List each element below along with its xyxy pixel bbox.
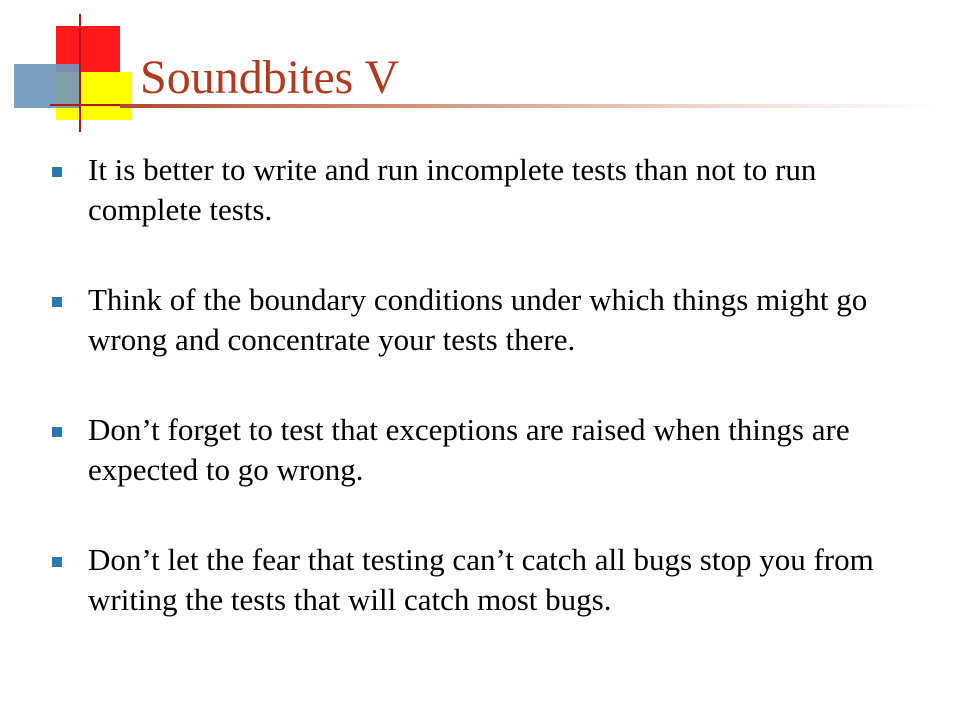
logo-vertical-line xyxy=(79,14,81,132)
bullet-text: Don’t let the fear that testing can’t catch all bugs stop you from writing the tests that will catch most bugs. xyxy=(88,542,874,617)
square-bullet-icon xyxy=(52,557,62,567)
square-bullet-icon xyxy=(52,427,62,437)
bullet-item xyxy=(52,410,902,490)
bullet-item xyxy=(52,150,902,230)
square-bullet-icon xyxy=(52,297,62,307)
bullet-text: Think of the boundary conditions under which things might go wrong and concentrate your tests there. xyxy=(88,282,868,357)
bullet-list xyxy=(52,150,902,670)
bullet-text: It is better to write and run incomplete tests than not to run complete tests. xyxy=(88,152,817,227)
logo-overlap-square xyxy=(56,72,80,108)
bullet-item xyxy=(52,280,902,360)
slide-title: Soundbites V xyxy=(140,51,400,104)
bullet-text: Don’t forget to test that exceptions are raised when things are expected to go wrong. xyxy=(88,412,850,487)
square-bullet-icon xyxy=(52,167,62,177)
bullet-item xyxy=(52,540,902,620)
